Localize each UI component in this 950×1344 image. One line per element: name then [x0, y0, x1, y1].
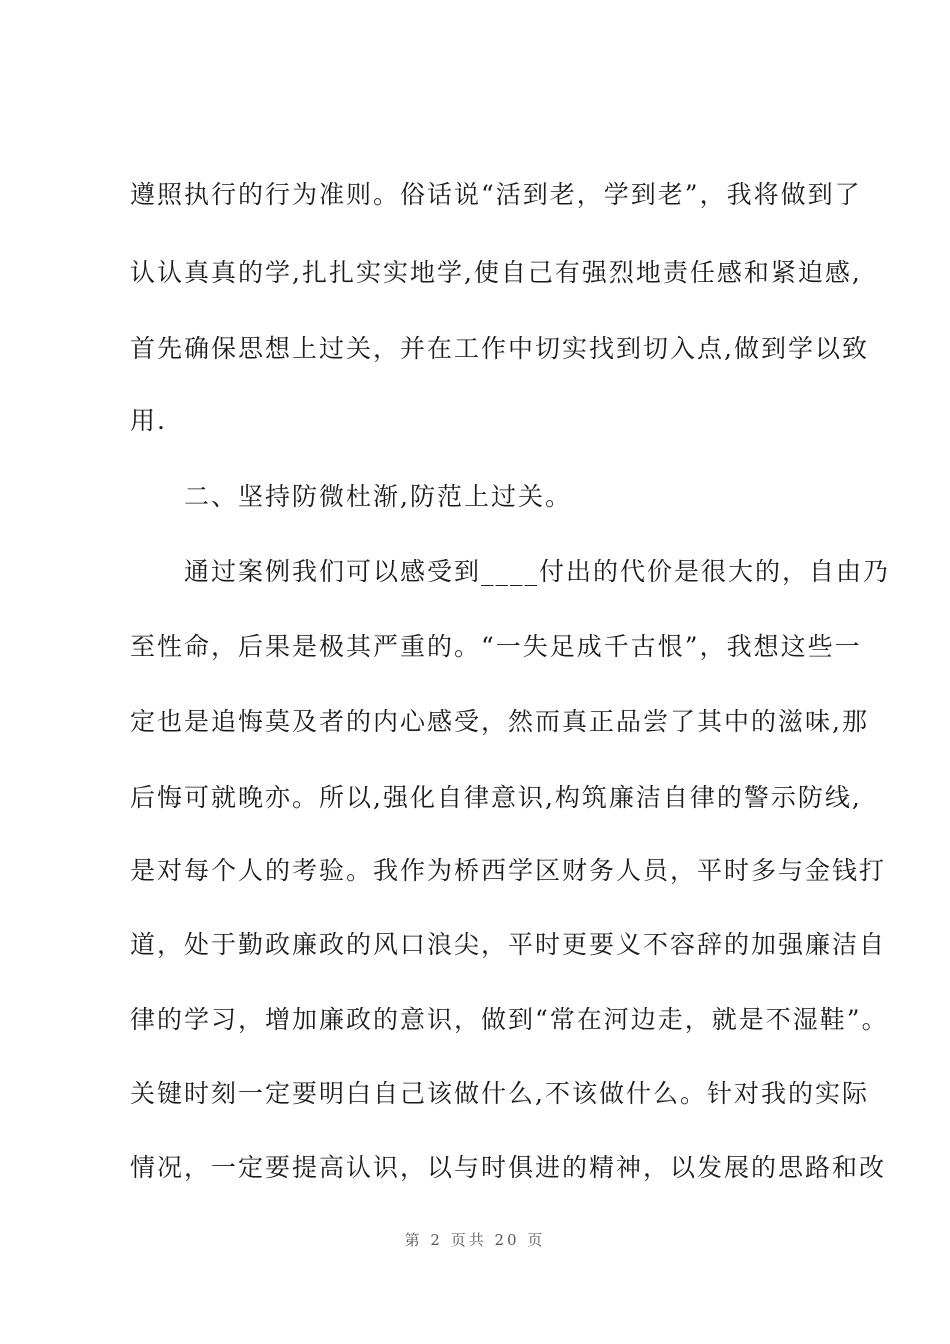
body-line-8: 定也是追悔莫及者的内心感受，然而真正品尝了其中的滋味,那 — [130, 707, 869, 736]
body-line-4: 用. — [130, 406, 167, 435]
body-line-12: 律的学习，增加廉政的意识，做到“常在河边走，就是不湿鞋”。 — [130, 1005, 889, 1034]
body-line-3: 首先确保思想上过关，并在工作中切实找到切入点,做到学以致 — [130, 334, 869, 363]
body-line-11: 道，处于勤政廉政的风口浪尖，平时更要义不容辞的加强廉洁自 — [130, 930, 887, 959]
page-number-footer: 第 2 页共 20 页 — [404, 1231, 546, 1249]
body-line-9: 后悔可就晚亦。所以,强化自律意识,构筑廉洁自律的警示防线, — [130, 783, 862, 812]
body-line-6: 通过案例我们可以感受到____付出的代价是很大的，自由乃 — [130, 557, 891, 586]
body-line-14: 情况，一定要提高认识，以与时俱进的精神，以发展的思路和改 — [130, 1153, 887, 1182]
body-line-7: 至性命，后果是极其严重的。“一失足成千古恨”，我想这些一 — [130, 632, 862, 661]
body-line-10: 是对每个人的考验。我作为桥西学区财务人员，平时多与金钱打 — [130, 856, 887, 885]
body-line-13: 关键时刻一定要明白自己该做什么,不该做什么。针对我的实际 — [130, 1079, 869, 1108]
body-line-2: 认认真真的学,扎扎实实地学,使自己有强烈地责任感和紧迫感, — [130, 258, 862, 287]
body-line-1: 遵照执行的行为准则。俗话说“活到老，学到老”，我将做到了 — [130, 180, 862, 209]
section-heading: 二、坚持防微杜渐,防范上过关。 — [130, 482, 572, 511]
